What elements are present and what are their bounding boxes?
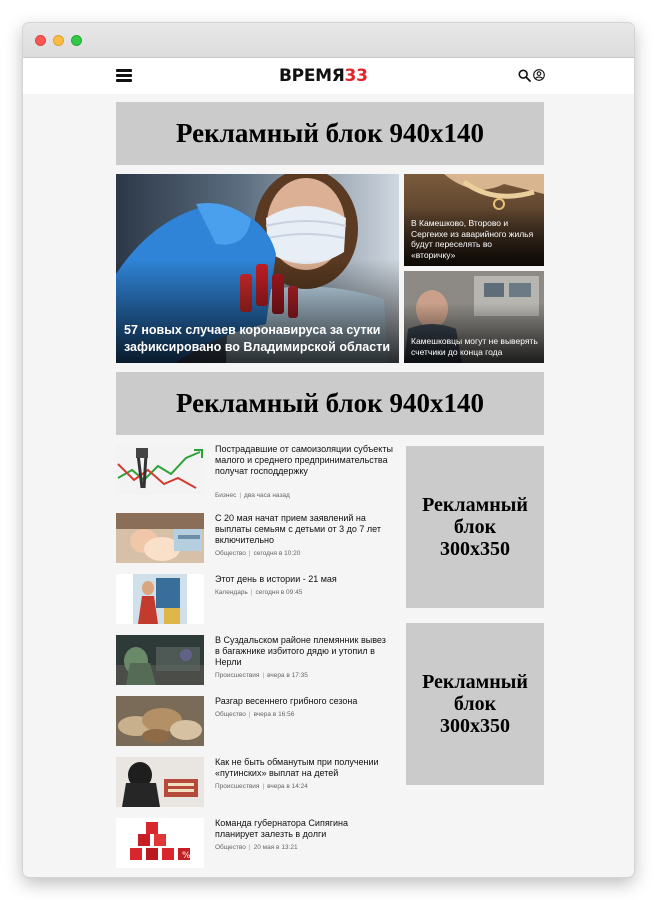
user-icon[interactable]: [533, 69, 545, 81]
news-thumbnail[interactable]: [116, 696, 204, 746]
news-time: 20 мая в 13:21: [253, 844, 298, 851]
news-meta: Общество | 20 мая в 13:21: [215, 844, 298, 851]
news-title[interactable]: В Суздальском районе племянник вывез в багажнике избитого дядю и утопил в Нерли: [215, 635, 386, 668]
news-thumbnail[interactable]: [116, 635, 204, 685]
news-meta: Происшествия | вчера в 14:24: [215, 783, 308, 790]
ad-box-1-line: 300x350: [439, 538, 510, 560]
news-time: два часа назад: [244, 492, 290, 499]
featured-side-article-2[interactable]: [404, 271, 544, 363]
news-item[interactable]: [116, 696, 386, 746]
news-thumbnail[interactable]: [116, 513, 204, 563]
news-title[interactable]: С 20 мая начат прием заявлений на выплаты семьям с детьми от 3 до 7 лет включительно: [215, 513, 381, 546]
news-title[interactable]: Как не быть обманутым при получении «путинских» выплат на детей: [215, 757, 379, 779]
svg-text:%: %: [182, 851, 191, 861]
browser-window: [23, 23, 634, 877]
search-icon[interactable]: [518, 69, 531, 82]
minimize-window-button[interactable]: [53, 35, 64, 46]
news-thumbnail[interactable]: [116, 818, 204, 868]
news-item[interactable]: [116, 757, 386, 807]
news-title[interactable]: Пострадавшие от самоизоляции субъекты малого и среднего предпринимательства получат господдержку: [215, 444, 393, 477]
ad-box-1-line: блок: [453, 516, 497, 538]
news-category[interactable]: Общество: [215, 844, 246, 851]
news-category[interactable]: Календарь: [215, 589, 248, 596]
news-thumbnail[interactable]: [116, 574, 204, 624]
news-title[interactable]: Команда губернатора Сипягина планирует залезть в долги: [215, 818, 348, 840]
news-meta: Общество | сегодня в 10:20: [215, 550, 301, 557]
news-title[interactable]: Разгар весеннего грибного сезона: [215, 696, 358, 706]
menu-icon[interactable]: [116, 69, 132, 82]
ad-box-2-line: Рекламный: [422, 671, 528, 693]
ad-box-1[interactable]: [406, 446, 544, 608]
news-item[interactable]: [116, 574, 386, 624]
news-time: вчера в 17:35: [267, 672, 308, 679]
window-titlebar: [23, 23, 634, 58]
news-item[interactable]: [116, 444, 393, 499]
featured-side-article-1[interactable]: [404, 174, 544, 266]
news-time: сегодня в 10:20: [253, 550, 301, 557]
news-time: вчера в 16:56: [253, 711, 295, 718]
news-time: вчера в 14:24: [267, 783, 308, 790]
ad-banner-middle[interactable]: Рекламный блок 940x140: [116, 372, 544, 435]
ad-box-2-line: 300x350: [439, 715, 510, 737]
featured-side-title-1[interactable]: В Камешково, Второво и Сергеихе из аварийного жилья будут переселять во «вторичку»: [411, 218, 534, 260]
news-item[interactable]: [116, 513, 386, 563]
news-thumbnail[interactable]: [116, 757, 204, 807]
news-meta: Происшествия | вчера в 17:35: [215, 672, 308, 679]
news-time: сегодня в 09:45: [255, 589, 303, 596]
news-item[interactable]: [116, 635, 386, 685]
news-item[interactable]: [116, 818, 386, 868]
ad-box-1-line: Рекламный: [422, 494, 528, 516]
site-header: [23, 58, 634, 94]
ad-box-2-line: блок: [453, 693, 497, 715]
news-meta: Общество | вчера в 16:56: [215, 711, 295, 718]
site-logo[interactable]: ВРЕМЯ33: [279, 66, 368, 86]
news-category[interactable]: Общество: [215, 711, 246, 718]
news-category[interactable]: Бизнес: [215, 492, 237, 499]
news-meta: Календарь | сегодня в 09:45: [215, 589, 303, 596]
news-title[interactable]: Этот день в истории - 21 мая: [215, 574, 337, 584]
news-category[interactable]: Общество: [215, 550, 246, 557]
ad-banner-top[interactable]: Рекламный блок 940x140: [116, 102, 544, 165]
close-window-button[interactable]: [35, 35, 46, 46]
maximize-window-button[interactable]: [71, 35, 82, 46]
ad-box-2[interactable]: [406, 623, 544, 785]
featured-main-article[interactable]: [116, 174, 399, 363]
featured-main-title[interactable]: 57 новых случаев коронавируса за сутки зафиксировано во Владимирской области: [124, 323, 391, 354]
news-meta: Бизнес | два часа назад: [215, 492, 290, 499]
news-thumbnail[interactable]: [116, 444, 204, 494]
news-category[interactable]: Происшествия: [215, 783, 260, 790]
news-category[interactable]: Происшествия: [215, 672, 260, 679]
featured-side-title-2[interactable]: Камешковцы могут не выверять счетчики до конца года: [411, 336, 538, 357]
